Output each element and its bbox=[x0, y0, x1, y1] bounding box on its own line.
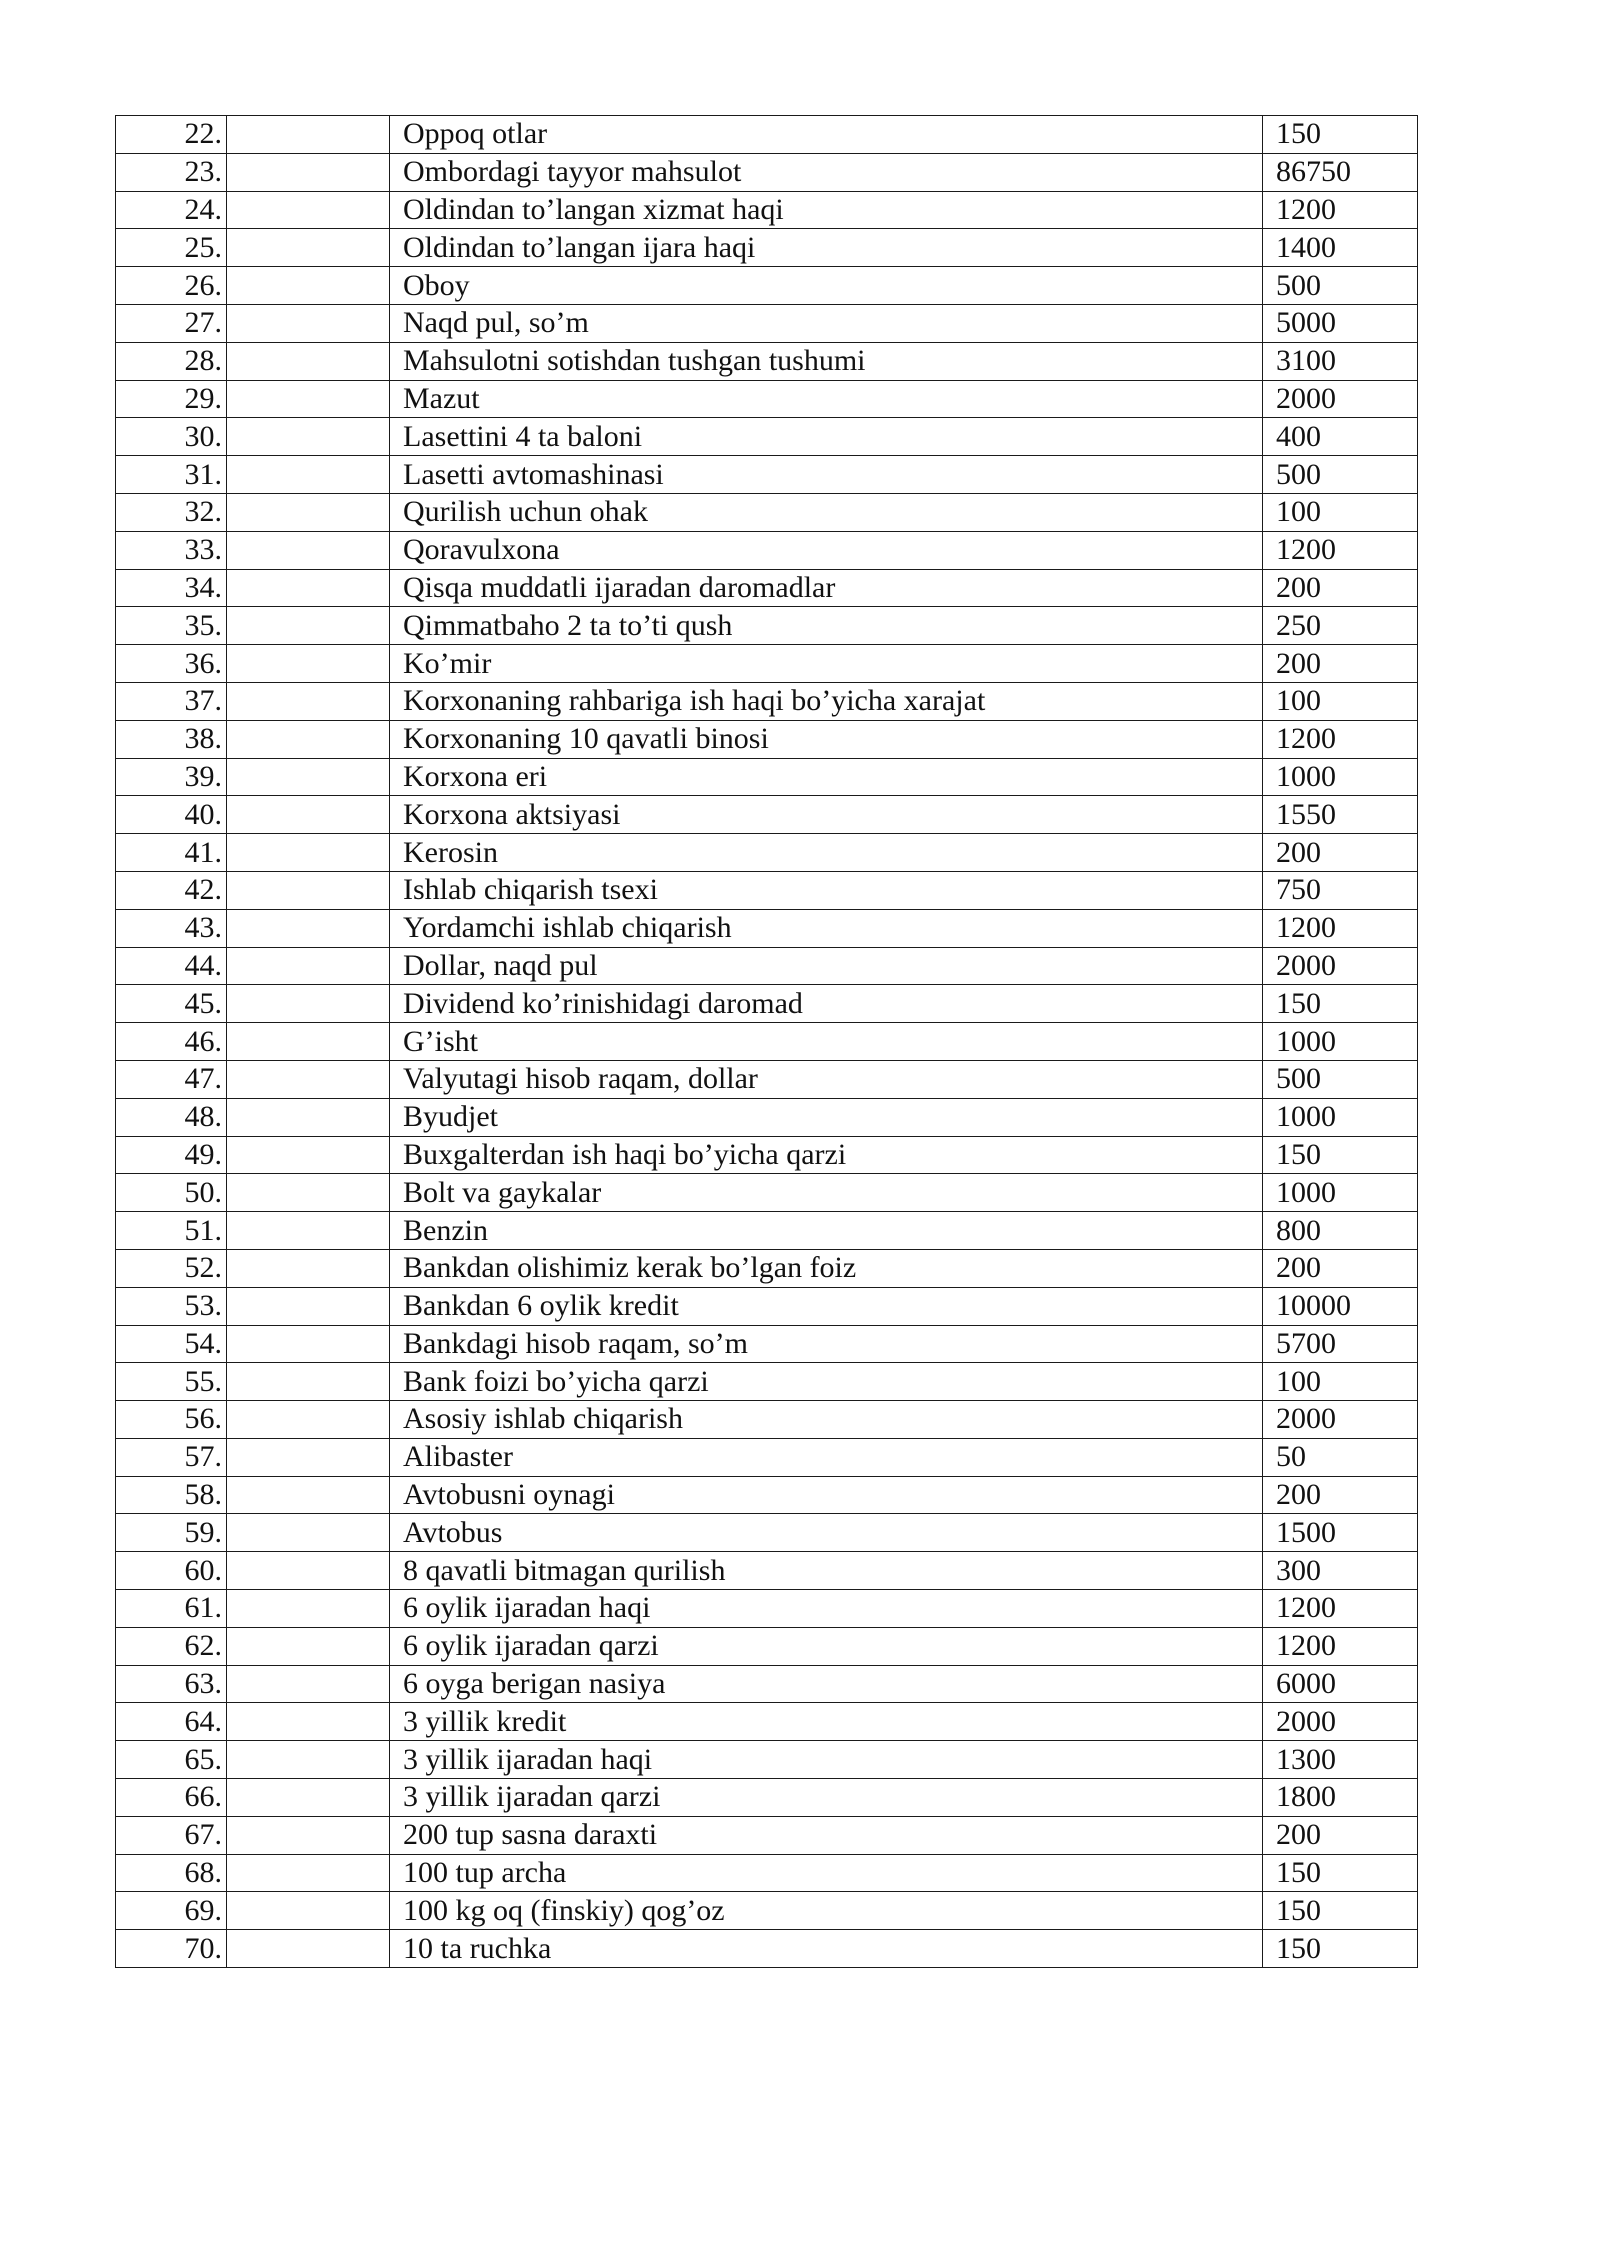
empty-cell bbox=[227, 1779, 390, 1817]
empty-cell bbox=[227, 947, 390, 985]
row-number-cell: 39. bbox=[116, 758, 227, 796]
amount-cell: 1500 bbox=[1263, 1514, 1418, 1552]
empty-cell bbox=[227, 1212, 390, 1250]
row-number-cell: 36. bbox=[116, 645, 227, 683]
item-name-cell: Buxgalterdan ish haqi bo’yicha qarzi bbox=[390, 1136, 1263, 1174]
empty-cell bbox=[227, 1816, 390, 1854]
table-row bbox=[116, 607, 1418, 645]
item-name-cell: Benzin bbox=[390, 1212, 1263, 1250]
item-name-cell: Naqd pul, so’m bbox=[390, 304, 1263, 342]
row-number-cell: 49. bbox=[116, 1136, 227, 1174]
table-row bbox=[116, 1438, 1418, 1476]
amount-cell: 150 bbox=[1263, 1930, 1418, 1968]
table-row bbox=[116, 1590, 1418, 1628]
empty-cell bbox=[227, 985, 390, 1023]
amount-cell: 150 bbox=[1263, 1892, 1418, 1930]
amount-cell: 5000 bbox=[1263, 304, 1418, 342]
empty-cell bbox=[227, 493, 390, 531]
item-name-cell: Bankdagi hisob raqam, so’m bbox=[390, 1325, 1263, 1363]
amount-cell: 1000 bbox=[1263, 1098, 1418, 1136]
item-name-cell: Asosiy ishlab chiqarish bbox=[390, 1401, 1263, 1439]
item-name-cell: Qurilish uchun ohak bbox=[390, 493, 1263, 531]
empty-cell bbox=[227, 1590, 390, 1628]
empty-cell bbox=[227, 682, 390, 720]
row-number-cell: 47. bbox=[116, 1060, 227, 1098]
item-name-cell: Ishlab chiqarish tsexi bbox=[390, 871, 1263, 909]
row-number-cell: 54. bbox=[116, 1325, 227, 1363]
row-number-cell: 55. bbox=[116, 1363, 227, 1401]
amount-cell: 400 bbox=[1263, 418, 1418, 456]
row-number-cell: 51. bbox=[116, 1212, 227, 1250]
item-name-cell: 10 ta ruchka bbox=[390, 1930, 1263, 1968]
item-name-cell: Alibaster bbox=[390, 1438, 1263, 1476]
empty-cell bbox=[227, 1363, 390, 1401]
row-number-cell: 28. bbox=[116, 342, 227, 380]
row-number-cell: 67. bbox=[116, 1816, 227, 1854]
item-name-cell: Bankdan olishimiz kerak bo’lgan foiz bbox=[390, 1249, 1263, 1287]
empty-cell bbox=[227, 1249, 390, 1287]
amount-cell: 100 bbox=[1263, 1363, 1418, 1401]
empty-cell bbox=[227, 1174, 390, 1212]
table-row bbox=[116, 909, 1418, 947]
items-table bbox=[115, 115, 1418, 1968]
item-name-cell: Dividend ko’rinishidagi daromad bbox=[390, 985, 1263, 1023]
table-row bbox=[116, 493, 1418, 531]
empty-cell bbox=[227, 1665, 390, 1703]
table-row bbox=[116, 267, 1418, 305]
empty-cell bbox=[227, 1854, 390, 1892]
amount-cell: 1000 bbox=[1263, 758, 1418, 796]
table-row bbox=[116, 1816, 1418, 1854]
amount-cell: 1300 bbox=[1263, 1741, 1418, 1779]
amount-cell: 100 bbox=[1263, 682, 1418, 720]
amount-cell: 300 bbox=[1263, 1552, 1418, 1590]
amount-cell: 2000 bbox=[1263, 1703, 1418, 1741]
row-number-cell: 27. bbox=[116, 304, 227, 342]
amount-cell: 10000 bbox=[1263, 1287, 1418, 1325]
item-name-cell: Ombordagi tayyor mahsulot bbox=[390, 153, 1263, 191]
amount-cell: 1550 bbox=[1263, 796, 1418, 834]
amount-cell: 200 bbox=[1263, 645, 1418, 683]
table-row bbox=[116, 1174, 1418, 1212]
table-row bbox=[116, 380, 1418, 418]
item-name-cell: Bolt va gaykalar bbox=[390, 1174, 1263, 1212]
item-name-cell: Byudjet bbox=[390, 1098, 1263, 1136]
table-row bbox=[116, 1741, 1418, 1779]
table-row bbox=[116, 985, 1418, 1023]
amount-cell: 200 bbox=[1263, 1249, 1418, 1287]
row-number-cell: 41. bbox=[116, 834, 227, 872]
table-row bbox=[116, 531, 1418, 569]
empty-cell bbox=[227, 1438, 390, 1476]
item-name-cell: Ko’mir bbox=[390, 645, 1263, 683]
empty-cell bbox=[227, 871, 390, 909]
row-number-cell: 46. bbox=[116, 1023, 227, 1061]
amount-cell: 1200 bbox=[1263, 531, 1418, 569]
amount-cell: 86750 bbox=[1263, 153, 1418, 191]
amount-cell: 1200 bbox=[1263, 720, 1418, 758]
table-row bbox=[116, 1401, 1418, 1439]
item-name-cell: Kerosin bbox=[390, 834, 1263, 872]
item-name-cell: Oldindan to’langan ijara haqi bbox=[390, 229, 1263, 267]
item-name-cell: 6 oylik ijaradan haqi bbox=[390, 1590, 1263, 1628]
empty-cell bbox=[227, 418, 390, 456]
item-name-cell: 200 tup sasna daraxti bbox=[390, 1816, 1263, 1854]
table-row bbox=[116, 1514, 1418, 1552]
table-row bbox=[116, 1212, 1418, 1250]
amount-cell: 1400 bbox=[1263, 229, 1418, 267]
empty-cell bbox=[227, 834, 390, 872]
empty-cell bbox=[227, 1627, 390, 1665]
item-name-cell: Oboy bbox=[390, 267, 1263, 305]
amount-cell: 1200 bbox=[1263, 1590, 1418, 1628]
table-row bbox=[116, 1363, 1418, 1401]
empty-cell bbox=[227, 1098, 390, 1136]
row-number-cell: 34. bbox=[116, 569, 227, 607]
amount-cell: 200 bbox=[1263, 569, 1418, 607]
table-row bbox=[116, 682, 1418, 720]
table-row bbox=[116, 1627, 1418, 1665]
item-name-cell: Korxonaning 10 qavatli binosi bbox=[390, 720, 1263, 758]
empty-cell bbox=[227, 1930, 390, 1968]
row-number-cell: 24. bbox=[116, 191, 227, 229]
row-number-cell: 66. bbox=[116, 1779, 227, 1817]
empty-cell bbox=[227, 267, 390, 305]
table-row bbox=[116, 796, 1418, 834]
amount-cell: 200 bbox=[1263, 1476, 1418, 1514]
item-name-cell: 100 tup archa bbox=[390, 1854, 1263, 1892]
empty-cell bbox=[227, 191, 390, 229]
table-row bbox=[116, 1892, 1418, 1930]
table-row bbox=[116, 1476, 1418, 1514]
row-number-cell: 31. bbox=[116, 456, 227, 494]
row-number-cell: 37. bbox=[116, 682, 227, 720]
row-number-cell: 59. bbox=[116, 1514, 227, 1552]
items-table-body bbox=[116, 116, 1418, 1968]
empty-cell bbox=[227, 645, 390, 683]
amount-cell: 500 bbox=[1263, 267, 1418, 305]
item-name-cell: Qisqa muddatli ijaradan daromadlar bbox=[390, 569, 1263, 607]
amount-cell: 1200 bbox=[1263, 191, 1418, 229]
table-row bbox=[116, 1023, 1418, 1061]
amount-cell: 1000 bbox=[1263, 1174, 1418, 1212]
table-row bbox=[116, 947, 1418, 985]
table-row bbox=[116, 418, 1418, 456]
amount-cell: 750 bbox=[1263, 871, 1418, 909]
item-name-cell: Bankdan 6 oylik kredit bbox=[390, 1287, 1263, 1325]
amount-cell: 2000 bbox=[1263, 380, 1418, 418]
table-row bbox=[116, 304, 1418, 342]
table-row bbox=[116, 1930, 1418, 1968]
row-number-cell: 60. bbox=[116, 1552, 227, 1590]
item-name-cell: 3 yillik ijaradan haqi bbox=[390, 1741, 1263, 1779]
table-row bbox=[116, 1098, 1418, 1136]
amount-cell: 1800 bbox=[1263, 1779, 1418, 1817]
amount-cell: 1000 bbox=[1263, 1023, 1418, 1061]
amount-cell: 100 bbox=[1263, 493, 1418, 531]
table-row bbox=[116, 871, 1418, 909]
empty-cell bbox=[227, 304, 390, 342]
empty-cell bbox=[227, 1741, 390, 1779]
row-number-cell: 63. bbox=[116, 1665, 227, 1703]
item-name-cell: Qimmatbaho 2 ta to’ti qush bbox=[390, 607, 1263, 645]
item-name-cell: G’isht bbox=[390, 1023, 1263, 1061]
item-name-cell: Bank foizi bo’yicha qarzi bbox=[390, 1363, 1263, 1401]
amount-cell: 2000 bbox=[1263, 947, 1418, 985]
item-name-cell: Qoravulxona bbox=[390, 531, 1263, 569]
amount-cell: 500 bbox=[1263, 456, 1418, 494]
item-name-cell: Avtobusni oynagi bbox=[390, 1476, 1263, 1514]
row-number-cell: 64. bbox=[116, 1703, 227, 1741]
row-number-cell: 50. bbox=[116, 1174, 227, 1212]
row-number-cell: 56. bbox=[116, 1401, 227, 1439]
table-row bbox=[116, 1325, 1418, 1363]
item-name-cell: Mahsulotni sotishdan tushgan tushumi bbox=[390, 342, 1263, 380]
table-row bbox=[116, 758, 1418, 796]
row-number-cell: 22. bbox=[116, 116, 227, 154]
amount-cell: 150 bbox=[1263, 1854, 1418, 1892]
row-number-cell: 40. bbox=[116, 796, 227, 834]
table-row bbox=[116, 1552, 1418, 1590]
empty-cell bbox=[227, 1287, 390, 1325]
item-name-cell: Yordamchi ishlab chiqarish bbox=[390, 909, 1263, 947]
row-number-cell: 53. bbox=[116, 1287, 227, 1325]
empty-cell bbox=[227, 229, 390, 267]
row-number-cell: 43. bbox=[116, 909, 227, 947]
amount-cell: 250 bbox=[1263, 607, 1418, 645]
amount-cell: 200 bbox=[1263, 834, 1418, 872]
item-name-cell: Avtobus bbox=[390, 1514, 1263, 1552]
row-number-cell: 26. bbox=[116, 267, 227, 305]
item-name-cell: 6 oylik ijaradan qarzi bbox=[390, 1627, 1263, 1665]
amount-cell: 200 bbox=[1263, 1816, 1418, 1854]
row-number-cell: 58. bbox=[116, 1476, 227, 1514]
item-name-cell: 100 kg oq (finskiy) qog’oz bbox=[390, 1892, 1263, 1930]
row-number-cell: 23. bbox=[116, 153, 227, 191]
row-number-cell: 42. bbox=[116, 871, 227, 909]
empty-cell bbox=[227, 796, 390, 834]
empty-cell bbox=[227, 758, 390, 796]
row-number-cell: 62. bbox=[116, 1627, 227, 1665]
table-row bbox=[116, 645, 1418, 683]
empty-cell bbox=[227, 153, 390, 191]
table-row bbox=[116, 834, 1418, 872]
amount-cell: 150 bbox=[1263, 985, 1418, 1023]
row-number-cell: 29. bbox=[116, 380, 227, 418]
item-name-cell: 3 yillik kredit bbox=[390, 1703, 1263, 1741]
row-number-cell: 33. bbox=[116, 531, 227, 569]
table-row bbox=[116, 1249, 1418, 1287]
row-number-cell: 25. bbox=[116, 229, 227, 267]
row-number-cell: 45. bbox=[116, 985, 227, 1023]
table-row bbox=[116, 569, 1418, 607]
item-name-cell: Valyutagi hisob raqam, dollar bbox=[390, 1060, 1263, 1098]
empty-cell bbox=[227, 1325, 390, 1363]
amount-cell: 800 bbox=[1263, 1212, 1418, 1250]
row-number-cell: 30. bbox=[116, 418, 227, 456]
amount-cell: 6000 bbox=[1263, 1665, 1418, 1703]
amount-cell: 500 bbox=[1263, 1060, 1418, 1098]
amount-cell: 5700 bbox=[1263, 1325, 1418, 1363]
table-row bbox=[116, 1136, 1418, 1174]
empty-cell bbox=[227, 1514, 390, 1552]
empty-cell bbox=[227, 569, 390, 607]
empty-cell bbox=[227, 380, 390, 418]
item-name-cell: Lasettini 4 ta baloni bbox=[390, 418, 1263, 456]
row-number-cell: 44. bbox=[116, 947, 227, 985]
row-number-cell: 35. bbox=[116, 607, 227, 645]
empty-cell bbox=[227, 531, 390, 569]
empty-cell bbox=[227, 1023, 390, 1061]
table-row bbox=[116, 720, 1418, 758]
item-name-cell: Lasetti avtomashinasi bbox=[390, 456, 1263, 494]
row-number-cell: 57. bbox=[116, 1438, 227, 1476]
item-name-cell: Mazut bbox=[390, 380, 1263, 418]
item-name-cell: Korxona aktsiyasi bbox=[390, 796, 1263, 834]
row-number-cell: 38. bbox=[116, 720, 227, 758]
table-row bbox=[116, 1779, 1418, 1817]
amount-cell: 150 bbox=[1263, 1136, 1418, 1174]
table-row bbox=[116, 1703, 1418, 1741]
amount-cell: 50 bbox=[1263, 1438, 1418, 1476]
row-number-cell: 52. bbox=[116, 1249, 227, 1287]
row-number-cell: 65. bbox=[116, 1741, 227, 1779]
empty-cell bbox=[227, 1892, 390, 1930]
amount-cell: 3100 bbox=[1263, 342, 1418, 380]
item-name-cell: Oldindan to’langan xizmat haqi bbox=[390, 191, 1263, 229]
table-row bbox=[116, 456, 1418, 494]
empty-cell bbox=[227, 1136, 390, 1174]
empty-cell bbox=[227, 607, 390, 645]
item-name-cell: Korxonaning rahbariga ish haqi bo’yicha xarajat bbox=[390, 682, 1263, 720]
item-name-cell: Korxona eri bbox=[390, 758, 1263, 796]
empty-cell bbox=[227, 116, 390, 154]
item-name-cell: 6 oyga berigan nasiya bbox=[390, 1665, 1263, 1703]
item-name-cell: Dollar, naqd pul bbox=[390, 947, 1263, 985]
empty-cell bbox=[227, 1476, 390, 1514]
table-row bbox=[116, 1287, 1418, 1325]
row-number-cell: 68. bbox=[116, 1854, 227, 1892]
empty-cell bbox=[227, 342, 390, 380]
amount-cell: 1200 bbox=[1263, 909, 1418, 947]
table-row bbox=[116, 1060, 1418, 1098]
item-name-cell: 8 qavatli bitmagan qurilish bbox=[390, 1552, 1263, 1590]
table-row bbox=[116, 342, 1418, 380]
table-row bbox=[116, 1665, 1418, 1703]
item-name-cell: 3 yillik ijaradan qarzi bbox=[390, 1779, 1263, 1817]
amount-cell: 150 bbox=[1263, 116, 1418, 154]
row-number-cell: 48. bbox=[116, 1098, 227, 1136]
empty-cell bbox=[227, 1703, 390, 1741]
empty-cell bbox=[227, 1060, 390, 1098]
amount-cell: 1200 bbox=[1263, 1627, 1418, 1665]
amount-cell: 2000 bbox=[1263, 1401, 1418, 1439]
empty-cell bbox=[227, 456, 390, 494]
table-row bbox=[116, 229, 1418, 267]
item-name-cell: Oppoq otlar bbox=[390, 116, 1263, 154]
row-number-cell: 61. bbox=[116, 1590, 227, 1628]
table-row bbox=[116, 116, 1418, 154]
empty-cell bbox=[227, 720, 390, 758]
table-row bbox=[116, 191, 1418, 229]
table-row bbox=[116, 153, 1418, 191]
row-number-cell: 70. bbox=[116, 1930, 227, 1968]
row-number-cell: 32. bbox=[116, 493, 227, 531]
table-row bbox=[116, 1854, 1418, 1892]
row-number-cell: 69. bbox=[116, 1892, 227, 1930]
empty-cell bbox=[227, 909, 390, 947]
empty-cell bbox=[227, 1401, 390, 1439]
empty-cell bbox=[227, 1552, 390, 1590]
